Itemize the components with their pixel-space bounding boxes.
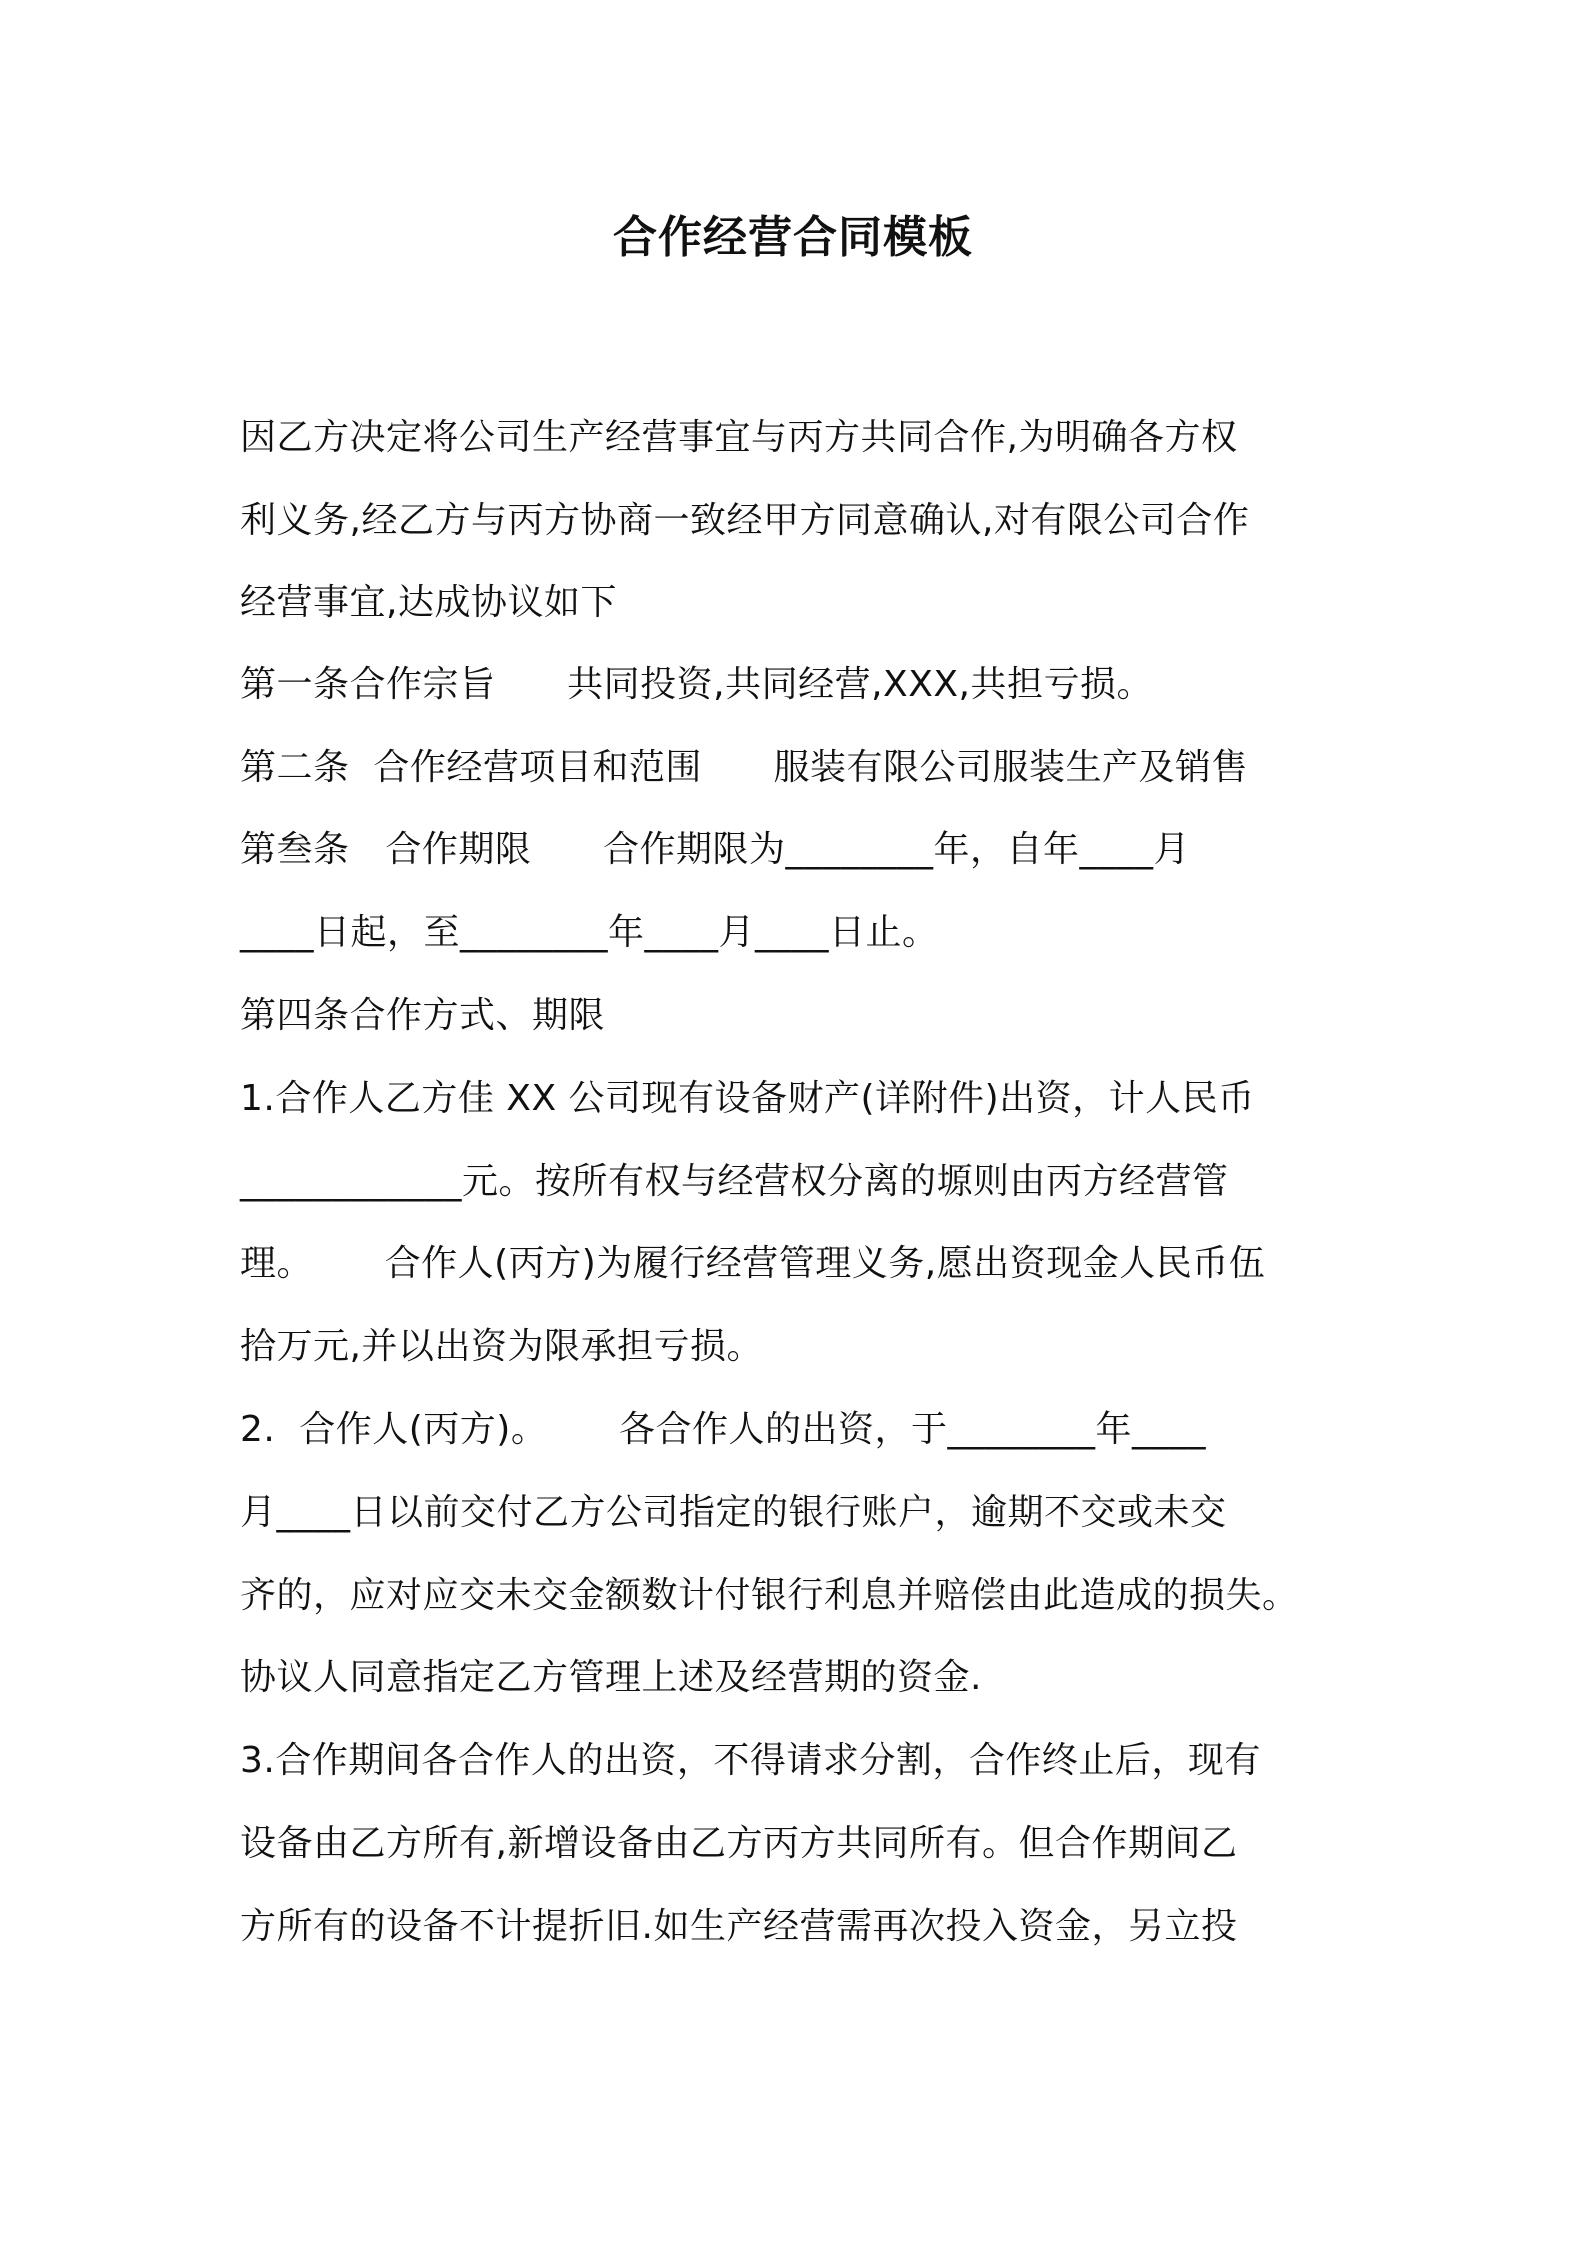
body-line: 利义务,经乙方与丙方协商一致经甲方同意确认,对有限公司合作 <box>240 500 1250 541</box>
clause-2: 2. 合作人(丙方)。 各合作人的出资，于________年____ <box>240 1409 1206 1450</box>
body-line: 设备由乙方所有,新增设备由乙方丙方共同所有。但合作期间乙 <box>240 1823 1238 1864</box>
body-line: 方所有的设备不计提折旧.如生产经营需再次投入资金，另立投 <box>240 1906 1238 1947</box>
article-1: 第一条合作宗旨 共同投资,共同经营,XXX,共担亏损。 <box>240 664 1153 705</box>
body-line: 齐的，应对应交未交金额数计付银行利息并赔偿由此造成的损失。 <box>240 1575 1299 1616</box>
clause-3: 3.合作期间各合作人的出资，不得请求分割，合作终止后，现有 <box>240 1740 1261 1781</box>
body-line: ____日起，至________年____月____日止。 <box>240 912 939 953</box>
article-2: 第二条 合作经营项目和范围 服装有限公司服装生产及销售 <box>240 747 1249 788</box>
body-line: ____________元。按所有权与经营权分离的塬则由丙方经营管 <box>240 1161 1229 1202</box>
body-line: 因乙方决定将公司生产经营事宜与丙方共同合作,为明确各方权 <box>240 417 1238 458</box>
body-line: 月____日以前交付乙方公司指定的银行账户，逾期不交或未交 <box>240 1492 1227 1533</box>
body-line: 拾万元,并以出资为限承担亏损。 <box>240 1326 763 1367</box>
clause-1: 1.合作人乙方佳 XX 公司现有设备财产(详附件)出资，计人民币 <box>240 1078 1255 1119</box>
article-3: 第叁条 合作期限 合作期限为________年，自年____月 <box>240 829 1190 870</box>
body-line: 经营事宜,达成协议如下 <box>240 582 617 623</box>
article-4: 第四条合作方式、期限 <box>240 995 606 1036</box>
document-title: 合作经营合同模板 <box>613 212 973 263</box>
body-line: 协议人同意指定乙方管理上述及经营期的资金. <box>240 1657 982 1698</box>
body-line: 理。 合作人(丙方)为履行经营管理义务,愿出资现金人民币伍 <box>240 1243 1266 1284</box>
